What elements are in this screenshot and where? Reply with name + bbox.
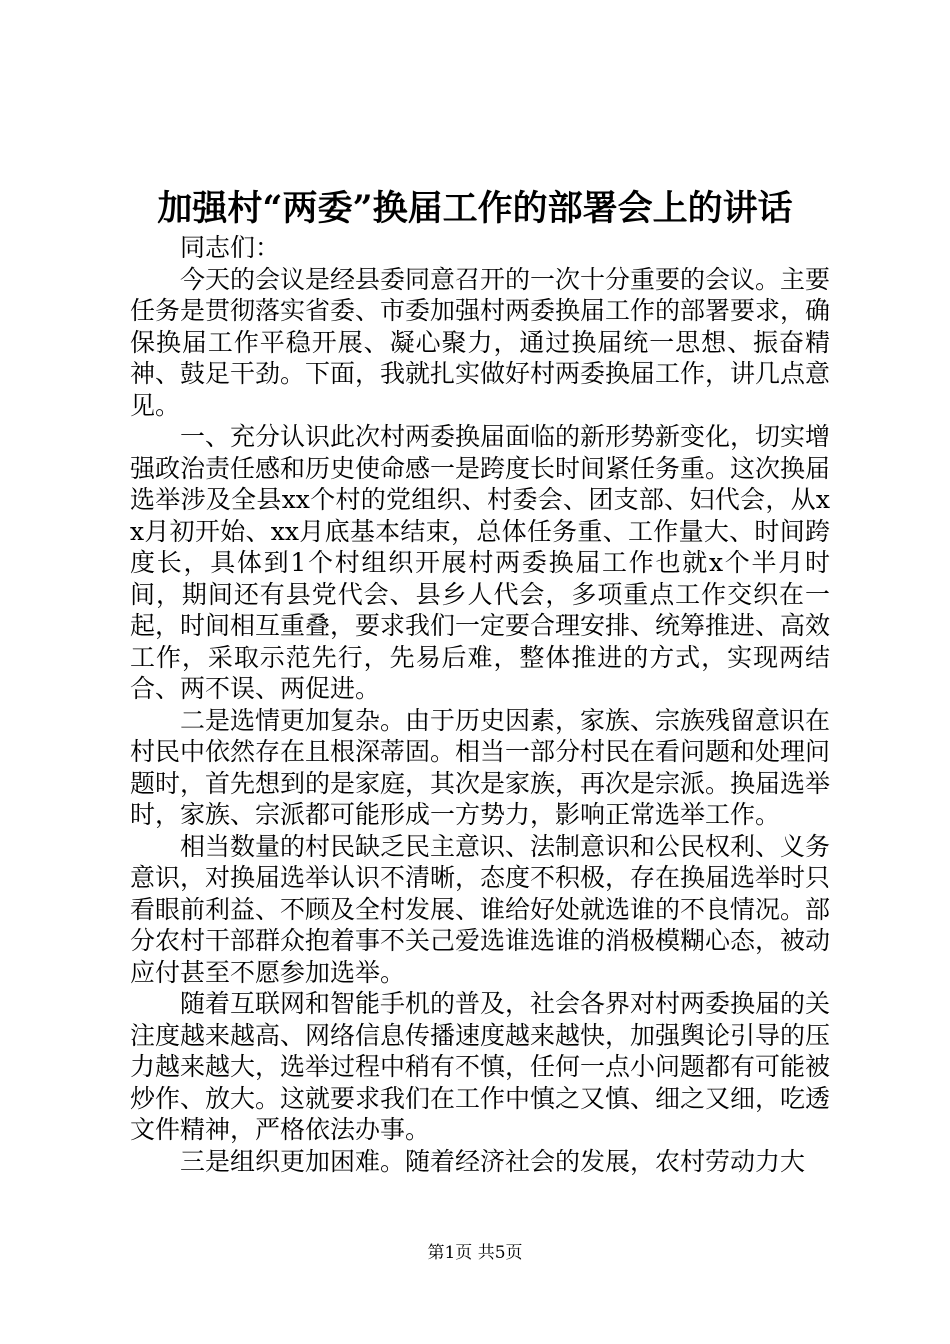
- paragraph-point-two: 二是选情更加复杂。由于历史因素，家族、宗族残留意识在村民中依然存在且根深蒂固。相当一部分村民在看问题和处理问题时，首先想到的是家庭，其次是家族，再次是宗派。换届选举时，家族、宗派都可能形成一方势力，影响正常选举工作。: [130, 705, 831, 829]
- document-body: [130, 232, 830, 1177]
- paragraph-section-one: 一、充分认识此次村两委换届面临的新形势新变化，切实增强政治责任感和历史使命感一是跨度长时间紧任务重。这次换届选举涉及全县xx个村的党组织、村委会、团支部、妇代会，从xx月初开始、xx月底基本结束，总体任务重、工作量大、时间跨度长，具体到1个村组织开展村两委换届工作也就x个半月时间，期间还有县党代会、县乡人代会，多项重点工作交织在一起，时间相互重叠，要求我们一定要合理安排、统筹推进、高效工作，采取示范先行，先易后难，整体推进的方式，实现两结合、两不误、两促进。: [130, 422, 831, 703]
- paragraph-salutation: 同志们：: [180, 233, 281, 262]
- paragraph-intro: 今天的会议是经县委同意召开的一次十分重要的会议。主要任务是贯彻落实省委、市委加强村两委换届工作的部署要求，确保换届工作平稳开展、凝心聚力，通过换届统一思想、振奋精神、鼓足干劲。下面，我就扎实做好村两委换届工作，讲几点意见。: [130, 264, 831, 420]
- document-title: 加强村“两委”换届工作的部署会上的讲话: [157, 188, 793, 229]
- page-number-footer: 第1页 共5页: [427, 1243, 523, 1263]
- paragraph-villager-awareness: 相当数量的村民缺乏民主意识、法制意识和公民权利、义务意识，对换届选举认识不清晰，态度不积极，存在换届选举时只看眼前利益、不顾及全村发展、谁给好处就选谁的不良情况。部分农村干部群众抱着事不关己爱选谁选谁的消极模糊心态，被动应付甚至不愿参加选举。: [130, 831, 831, 987]
- paragraph-internet: 随着互联网和智能手机的普及，社会各界对村两委换届的关注度越来越高、网络信息传播速度越来越快，加强舆论引导的压力越来越大，选举过程中稍有不慎，任何一点小问题都有可能被炒作、放大。这就要求我们在工作中慎之又慎、细之又细，吃透文件精神，严格依法办事。: [130, 989, 831, 1144]
- paragraph-point-three: 三是组织更加困难。随着经济社会的发展，农村劳动力大: [180, 1146, 806, 1176]
